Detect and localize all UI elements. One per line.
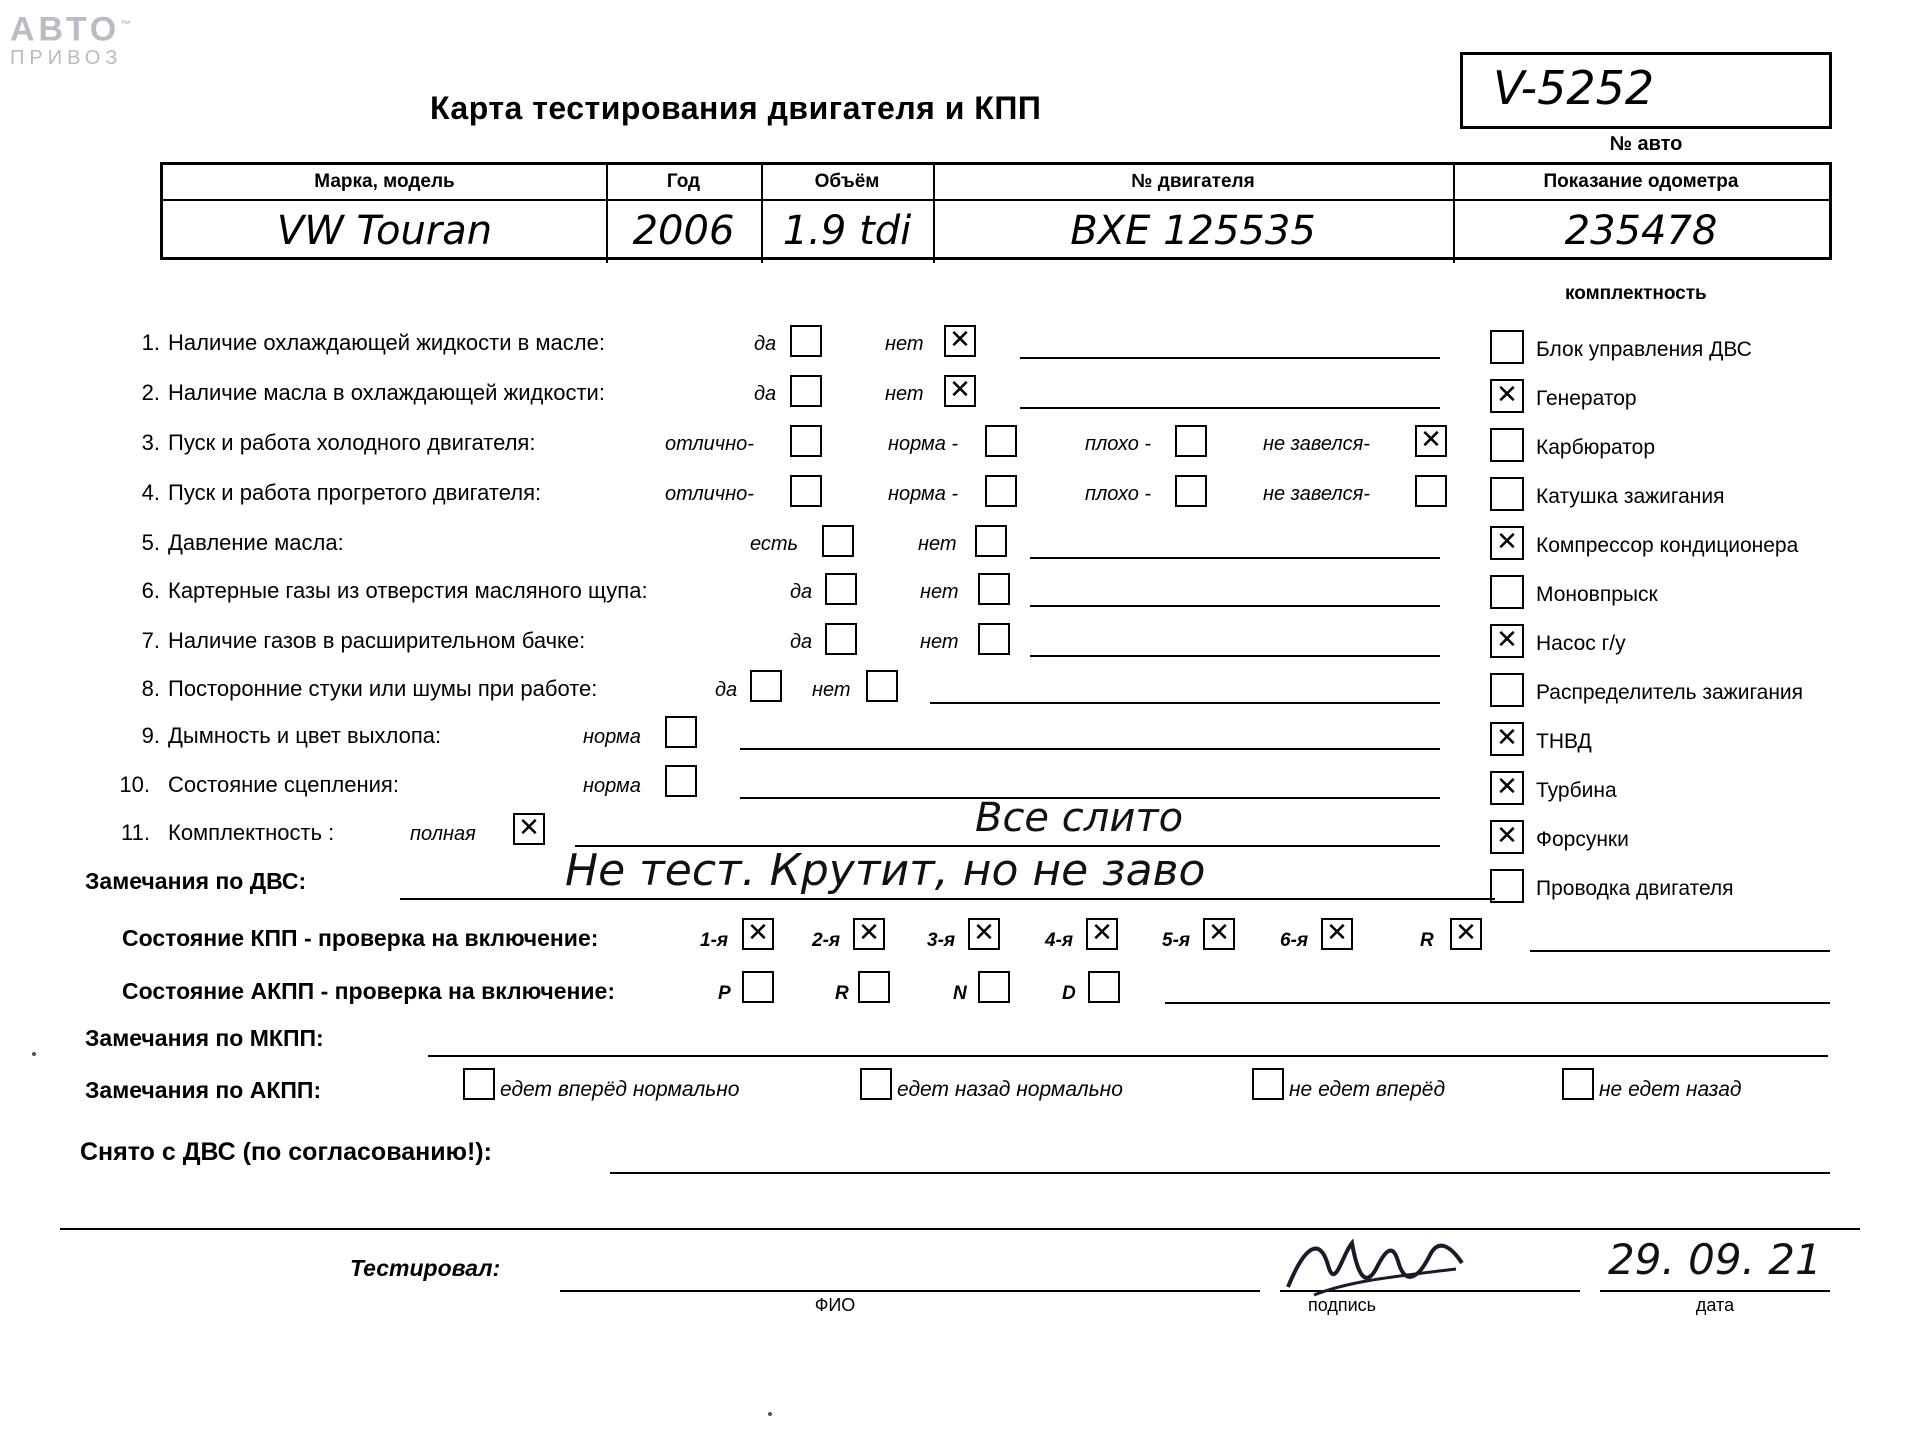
- gear-label-5: 5-я: [1162, 930, 1191, 951]
- checkbox-ignition-coil[interactable]: [1490, 477, 1524, 511]
- checkbox-4-bad[interactable]: [1175, 475, 1207, 507]
- checkbox-gear-1[interactable]: [742, 918, 774, 950]
- logo-line-1: АВТО: [10, 10, 121, 49]
- checkbox-power-steering-pump[interactable]: [1490, 624, 1524, 658]
- completeness-item-injection-pump[interactable]: [1490, 722, 1592, 756]
- option-label-9-normal: норма: [583, 726, 641, 748]
- completeness-label-carburetor: Карбюратор: [1536, 436, 1656, 459]
- vehicle-header-table: [160, 162, 1832, 260]
- label-fio: ФИО: [814, 1295, 856, 1315]
- checkbox-akpp-d[interactable]: [1088, 971, 1120, 1003]
- value-brand: VW Touran: [276, 208, 493, 254]
- avtoprivoz-logo: [10, 8, 190, 70]
- signature-scribble: [1280, 1225, 1470, 1305]
- option-label-3-bad: плохо -: [1085, 433, 1152, 455]
- col-header-odometer: Показание одометра: [1543, 171, 1739, 192]
- completeness-label-injectors: Форсунки: [1536, 828, 1629, 851]
- checkbox-turbine[interactable]: [1490, 771, 1524, 805]
- completeness-label-power-steering-pump: Насос г/у: [1536, 632, 1626, 655]
- label-notes-mkpp: Замечания по МКПП:: [85, 1025, 324, 1051]
- checkbox-5-present[interactable]: [822, 525, 854, 557]
- logo-line-2: ПРИВОЗ: [10, 47, 123, 70]
- auto-number-box: [1460, 52, 1832, 129]
- completeness-label-generator: Генератор: [1536, 387, 1637, 410]
- list-text-1: Наличие охлаждающей жидкости в масле:: [168, 330, 605, 355]
- footer-divider: [60, 1228, 1860, 1230]
- checkbox-gear-3[interactable]: [968, 918, 1000, 950]
- checkbox-gear-2[interactable]: [853, 918, 885, 950]
- auto-number-label: № авто: [1609, 133, 1683, 155]
- option-label-3-excellent: отлично-: [665, 433, 754, 455]
- completeness-label-engine-wiring: Проводка двигателя: [1536, 877, 1734, 900]
- gear-label-4: 4-я: [1045, 930, 1074, 951]
- checkbox-10-normal[interactable]: [665, 765, 697, 797]
- checkbox-gear-r[interactable]: [1450, 918, 1482, 950]
- completeness-item-monoinjection[interactable]: [1490, 575, 1658, 609]
- checkbox-akpp-n[interactable]: [978, 971, 1010, 1003]
- value-year: 2006: [632, 208, 735, 254]
- checkbox-2-no[interactable]: [944, 375, 976, 407]
- option-label-4-bad: плохо -: [1085, 483, 1152, 505]
- value-odometer: 235478: [1564, 208, 1718, 254]
- value-engine: BXE 125535: [1070, 208, 1316, 254]
- checkbox-monoinjection[interactable]: [1490, 575, 1524, 609]
- checkbox-1-no[interactable]: [944, 325, 976, 357]
- akpp-label-r: R: [835, 983, 849, 1004]
- list-num-1: 1.: [141, 330, 160, 355]
- date-value: 29. 09. 21: [1608, 1235, 1822, 1284]
- option-label-11-full: полная: [410, 823, 476, 845]
- checkbox-8-no[interactable]: [866, 670, 898, 702]
- list-text-6: Картерные газы из отверстия масляного щупа:: [168, 578, 648, 603]
- completeness-item-ecu[interactable]: [1490, 330, 1752, 364]
- checkbox-distributor[interactable]: [1490, 673, 1524, 707]
- list-num-10: 10.: [119, 772, 150, 797]
- gear-label-2: 2-я: [812, 930, 841, 951]
- checkbox-akpp-no-reverse[interactable]: [1562, 1068, 1594, 1100]
- col-header-year: Год: [666, 171, 701, 192]
- completeness-item-turbine[interactable]: [1490, 771, 1617, 805]
- option-label-4-normal: норма -: [888, 483, 959, 505]
- label-notes-engine: Замечания по ДВС:: [85, 868, 307, 894]
- list-text-2: Наличие масла в охлаждающей жидкости:: [168, 380, 605, 405]
- gear-label-r: R: [1420, 930, 1434, 951]
- option-label-8-no: нет: [812, 679, 851, 701]
- col-header-volume: Объём: [814, 171, 880, 192]
- completeness-item-generator[interactable]: [1490, 379, 1637, 413]
- auto-number-value: V-5252: [1493, 61, 1655, 115]
- completeness-title: комплектность: [1565, 283, 1707, 304]
- checkbox-7-no[interactable]: [978, 623, 1010, 655]
- checkbox-generator[interactable]: [1490, 379, 1524, 413]
- checkbox-8-yes[interactable]: [750, 670, 782, 702]
- gear-label-3: 3-я: [927, 930, 956, 951]
- checkbox-injectors[interactable]: [1490, 820, 1524, 854]
- completeness-label-ignition-coil: Катушка зажигания: [1536, 485, 1725, 508]
- checkbox-injection-pump[interactable]: [1490, 722, 1524, 756]
- gear-label-1: 1-я: [700, 930, 729, 951]
- option-label-4-excellent: отлично-: [665, 483, 754, 505]
- list-text-5: Давление масла:: [168, 530, 344, 555]
- option-label-6-no: нет: [920, 581, 959, 603]
- checkbox-4-nostart[interactable]: [1415, 475, 1447, 507]
- akpp-label-n: N: [953, 983, 967, 1004]
- list-num-11: 11.: [121, 820, 150, 845]
- completeness-item-carburetor[interactable]: [1490, 428, 1655, 462]
- completeness-item-ignition-coil[interactable]: [1490, 477, 1724, 511]
- value-volume: 1.9 tdi: [782, 208, 912, 254]
- checkbox-gear-4[interactable]: [1086, 918, 1118, 950]
- checkbox-4-excellent[interactable]: [790, 475, 822, 507]
- option-label-3-nostart: не завелся-: [1263, 433, 1370, 455]
- list-num-4: 4.: [141, 480, 160, 505]
- checkbox-akpp-reverse-ok[interactable]: [860, 1068, 892, 1100]
- col-header-engine: № двигателя: [1131, 171, 1255, 192]
- option-label-1-no: нет: [885, 333, 924, 355]
- logo-trademark: ™: [120, 19, 132, 31]
- list-text-10: Состояние сцепления:: [168, 772, 399, 797]
- completeness-item-engine-wiring[interactable]: [1490, 869, 1734, 903]
- list-num-5: 5.: [141, 530, 160, 555]
- checkbox-4-normal[interactable]: [985, 475, 1017, 507]
- checkbox-3-bad[interactable]: [1175, 425, 1207, 457]
- list-num-2: 2.: [141, 380, 160, 405]
- list-text-11: Комплектность :: [168, 820, 335, 845]
- list-num-7: 7.: [141, 628, 160, 653]
- list-text-3: Пуск и работа холодного двигателя:: [168, 430, 536, 455]
- akpp-label-p: P: [718, 983, 731, 1004]
- completeness-label-ac-compressor: Компрессор кондиционера: [1536, 534, 1799, 557]
- akpp-option-no-forward: не едет вперёд: [1289, 1078, 1446, 1101]
- option-label-10-normal: норма: [583, 775, 641, 797]
- option-label-2-yes: да: [754, 383, 777, 405]
- checkbox-gear-6[interactable]: [1321, 918, 1353, 950]
- option-label-4-nostart: не завелся-: [1263, 483, 1370, 505]
- checkbox-carburetor[interactable]: [1490, 428, 1524, 462]
- label-notes-akpp: Замечания по АКПП:: [85, 1077, 322, 1103]
- completeness-item-power-steering-pump[interactable]: [1490, 624, 1626, 658]
- checkbox-gear-5[interactable]: [1203, 918, 1235, 950]
- option-label-1-yes: да: [754, 333, 777, 355]
- list-text-9: Дымность и цвет выхлопа:: [168, 723, 442, 748]
- label-date: дата: [1695, 1295, 1735, 1315]
- label-signature: подпись: [1307, 1295, 1377, 1315]
- checkbox-akpp-p[interactable]: [742, 971, 774, 1003]
- option-label-7-yes: да: [790, 631, 813, 653]
- checkbox-2-yes[interactable]: [790, 375, 822, 407]
- completeness-label-turbine: Турбина: [1536, 779, 1617, 802]
- list-text-8: Посторонние стуки или шумы при работе:: [168, 676, 598, 701]
- option-label-2-no: нет: [885, 383, 924, 405]
- checkbox-6-yes[interactable]: [825, 573, 857, 605]
- label-akpp-check: Состояние АКПП - проверка на включение:: [122, 978, 616, 1004]
- completeness-label-ecu: Блок управления ДВС: [1536, 338, 1752, 361]
- gear-label-6: 6-я: [1280, 930, 1309, 951]
- checkbox-7-yes[interactable]: [825, 623, 857, 655]
- checkbox-akpp-r[interactable]: [858, 971, 890, 1003]
- label-removed-parts: Снято с ДВС (по согласованию!):: [80, 1138, 492, 1166]
- checkbox-5-absent[interactable]: [975, 525, 1007, 557]
- checkbox-akpp-no-forward[interactable]: [1252, 1068, 1284, 1100]
- checkbox-3-excellent[interactable]: [790, 425, 822, 457]
- checkbox-1-yes[interactable]: [790, 325, 822, 357]
- completeness-item-ac-compressor[interactable]: [1490, 526, 1798, 560]
- checkbox-ac-compressor[interactable]: [1490, 526, 1524, 560]
- list-num-6: 6.: [141, 578, 160, 603]
- checkbox-3-normal[interactable]: [985, 425, 1017, 457]
- option-label-7-no: нет: [920, 631, 959, 653]
- col-header-brand: Марка, модель: [314, 171, 455, 192]
- list-num-9: 9.: [141, 723, 160, 748]
- checkbox-ecu[interactable]: [1490, 330, 1524, 364]
- completeness-label-injection-pump: ТНВД: [1536, 730, 1592, 753]
- completeness-label-distributor: Распределитель зажигания: [1536, 681, 1804, 704]
- completeness-item-distributor[interactable]: [1490, 673, 1803, 707]
- checkbox-engine-wiring[interactable]: [1490, 869, 1524, 903]
- akpp-option-reverse-ok: едет назад нормально: [897, 1078, 1123, 1101]
- completeness-label-monoinjection: Моновпрыск: [1536, 583, 1658, 606]
- akpp-option-forward-ok: едет вперёд нормально: [500, 1078, 740, 1101]
- option-label-3-normal: норма -: [888, 433, 959, 455]
- list-num-3: 3.: [141, 430, 160, 455]
- list-text-7: Наличие газов в расширительном бачке:: [168, 628, 586, 653]
- page-title: Карта тестирования двигателя и КПП: [430, 90, 1042, 126]
- checkbox-11-full[interactable]: [513, 813, 545, 845]
- handwritten-notes-engine: Не тест. Крутит, но не заво: [565, 845, 1206, 896]
- akpp-label-d: D: [1062, 983, 1076, 1004]
- checkbox-9-normal[interactable]: [665, 716, 697, 748]
- label-tested-by: Тестировал:: [350, 1255, 501, 1281]
- handwritten-all-drained: Все слито: [975, 795, 1184, 841]
- option-label-6-yes: да: [790, 581, 813, 603]
- list-text-4: Пуск и работа прогретого двигателя:: [168, 480, 542, 505]
- option-label-5-present: есть: [750, 533, 799, 555]
- list-num-8: 8.: [141, 676, 160, 701]
- option-label-8-yes: да: [715, 679, 738, 701]
- completeness-item-injectors[interactable]: [1490, 820, 1629, 854]
- option-label-5-absent: нет: [918, 533, 957, 555]
- label-mkpp-check: Состояние КПП - проверка на включение:: [122, 925, 599, 951]
- checkbox-3-nostart[interactable]: [1415, 425, 1447, 457]
- checkbox-6-no[interactable]: [978, 573, 1010, 605]
- checkbox-akpp-forward-ok[interactable]: [463, 1068, 495, 1100]
- akpp-option-no-reverse: не едет назад: [1599, 1078, 1742, 1101]
